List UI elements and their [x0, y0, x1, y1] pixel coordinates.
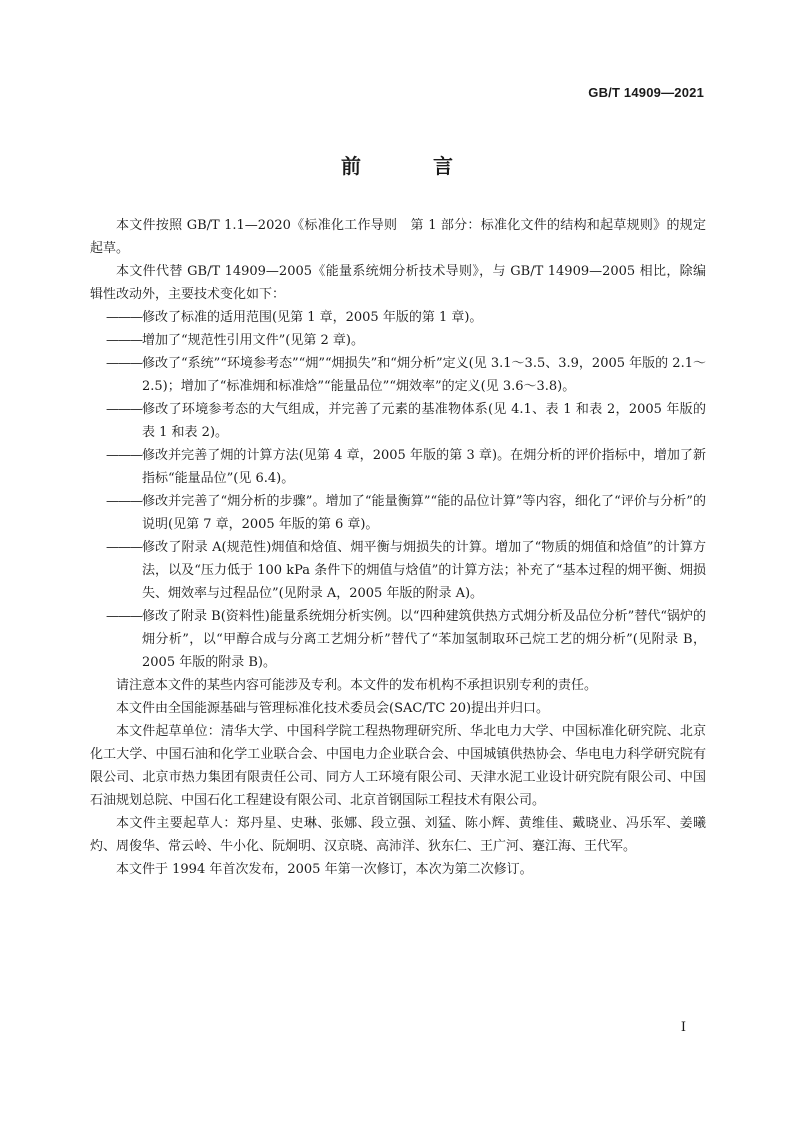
change-list-item: [90, 329, 706, 352]
paragraph-proposer: 本文件由全国能源基础与管理标准化技术委员会(SAC/TC 20)提出并归口。: [116, 701, 550, 716]
dash-marker: [90, 605, 142, 674]
dash-marker: [90, 536, 142, 605]
change-text: 修改并完善了㶲的计算方法(见第 4 章，2005 年版的第 3 章)。在㶲分析的评价指标中，增加了新指标“能量品位”(见 6.4)。: [142, 448, 706, 486]
change-text: 修改了附录 A(规范性)㶲值和焓值、㶲平衡与㶲损失的计算。增加了“物质的㶲值和焓值”的计算方法，以及“压力低于 100 kPa 条件下的㶲值与焓值”的计算方法；补充了“基本过程的㶲平衡、㶲损失、㶲效率与过程品位”(见附录 A，2005 年版的附录 A)。: [142, 540, 706, 601]
dash-marker: [90, 329, 142, 352]
change-text: 修改并完善了“㶲分析的步骤”。增加了“能量衡算”“能的品位计算”等内容，细化了“评价与分析”的说明(见第 7 章，2005 年版的第 6 章)。: [142, 494, 706, 532]
dash-marker: [90, 444, 142, 490]
page-title: 前 言: [341, 154, 479, 178]
change-list-item: [90, 398, 706, 444]
dash-marker: [90, 490, 142, 536]
paragraph-drafting-units: 本文件起草单位：清华大学、中国科学院工程热物理研究所、华北电力大学、中国标准化研究院、北京化工大学、中国石油和化学工业联合会、中国电力企业联合会、中国城镇供热协会、华电电力科学研究院有限公司、北京市热力集团有限责任公司、同方人工环境有限公司、天津水泥工业设计研究院有限公司、中国石油规划总院、中国石化工程建设有限公司、北京首钢国际工程技术有限公司。: [90, 724, 706, 808]
change-list-item: [90, 605, 706, 674]
change-text: 增加了“规范性引用文件”(见第 2 章)。: [142, 333, 364, 348]
paragraph-drafting-basis: 本文件按照 GB/T 1.1—2020《标准化工作导则 第 1 部分：标准化文件的结构和起草规则》的规定起草。: [90, 218, 706, 256]
change-text: 修改了标准的适用范围(见第 1 章，2005 年版的第 1 章)。: [142, 310, 483, 325]
document-body: [90, 214, 706, 881]
paragraph-patent-notice: 请注意本文件的某些内容可能涉及专利。本文件的发布机构不承担识别专利的责任。: [116, 678, 598, 693]
paragraph-drafters: 本文件主要起草人：郑丹星、史琳、张娜、段立强、刘猛、陈小辉、黄维佳、戴晓业、冯乐军、姜曦灼、周俊华、常云岭、牛小化、阮炯明、汉京晓、高沛洋、狄东仁、王广河、蹇江海、王代军。: [90, 816, 706, 854]
change-text: 修改了附录 B(资料性)能量系统㶲分析实例。以“四种建筑供热方式㶲分析及品位分析”替代“锅炉的㶲分析”，以“甲醇合成与分离工艺㶲分析”替代了“苯加氢制取环己烷工艺的㶲分析”(见附录 B，2005 年版的附录 B)。: [142, 609, 706, 670]
dash-marker: [90, 398, 142, 444]
change-list-item: [90, 352, 706, 398]
change-list-item: [90, 306, 706, 329]
dash-marker: [90, 306, 142, 329]
change-text: 修改了环境参考态的大气组成，并完善了元素的基准物体系(见 4.1、表 1 和表 2，2005 年版的表 1 和表 2)。: [142, 402, 706, 440]
change-text: 修改了“系统”“环境参考态”“㶲”“㶲损失”和“㶲分析”定义(见 3.1～3.5、3.9，2005 年版的 2.1～2.5)；增加了“标准㶲和标准焓”“能量品位”“㶲效率”的定义(见 3.6～3.8)。: [142, 356, 706, 394]
change-list-item: [90, 444, 706, 490]
paragraph-history: 本文件于 1994 年首次发布，2005 年第一次修订，本次为第二次修订。: [116, 862, 533, 877]
standard-code: GB/T 14909—2021: [588, 85, 704, 100]
change-list-item: [90, 536, 706, 605]
page-number: I: [680, 1020, 686, 1035]
change-list-item: [90, 490, 706, 536]
dash-marker: [90, 352, 142, 398]
paragraph-replacement-note: 本文件代替 GB/T 14909—2005《能量系统㶲分析技术导则》，与 GB/T 14909—2005 相比，除编辑性改动外，主要技术变化如下：: [90, 264, 706, 302]
